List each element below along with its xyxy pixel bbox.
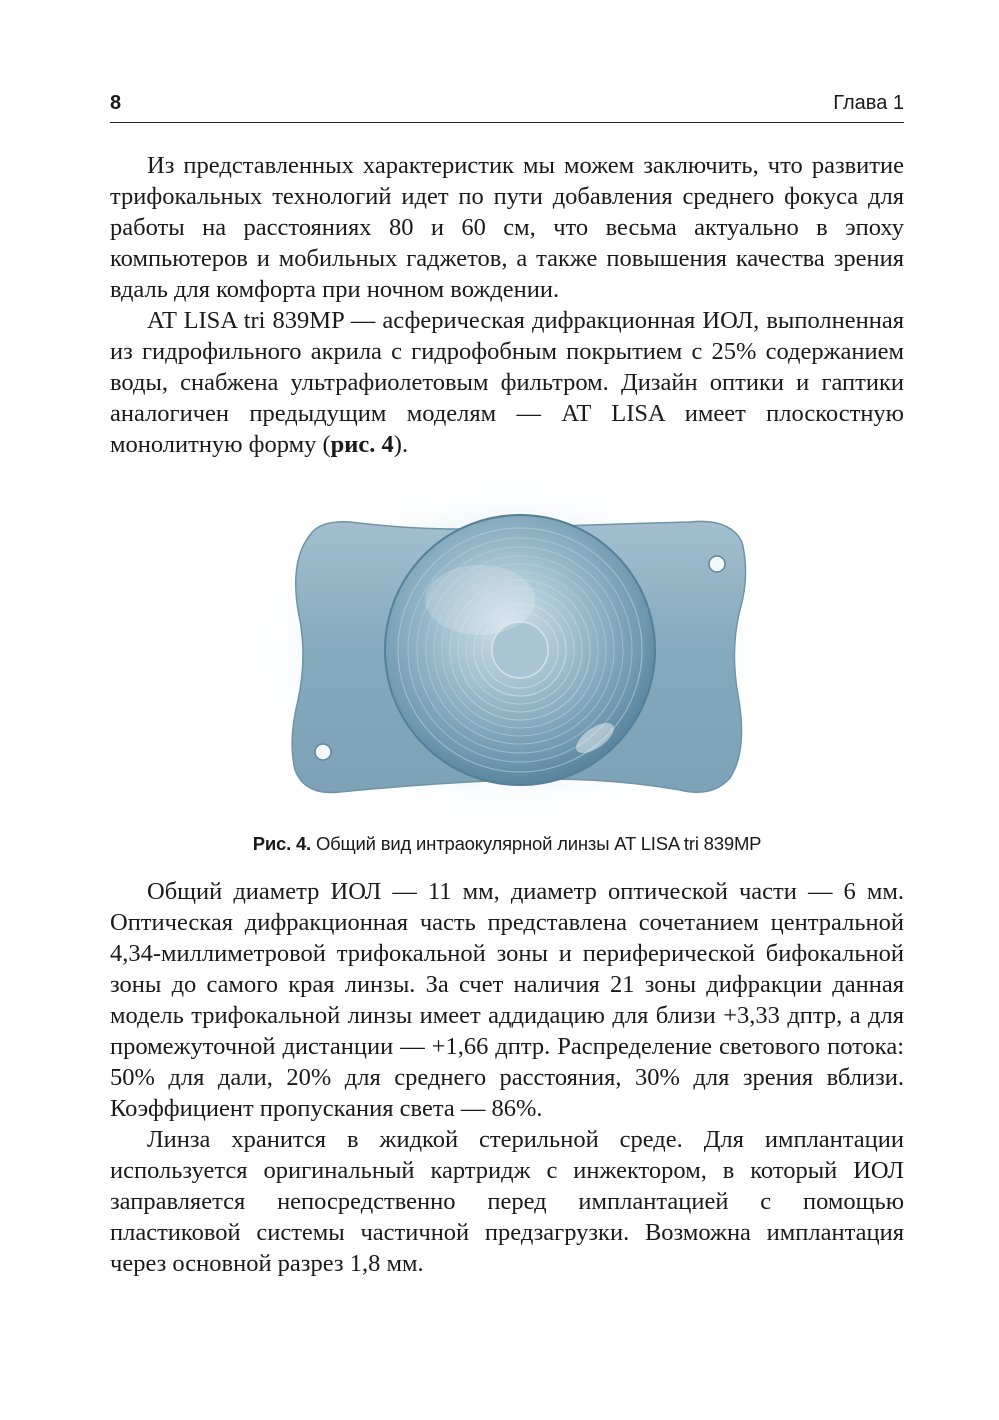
paragraph-lens-end: ). (393, 431, 409, 458)
body-text-bottom (110, 876, 904, 1279)
page-number: 8 (110, 92, 122, 114)
paragraph-lens-description (110, 305, 904, 460)
figure-caption (110, 833, 904, 855)
caption-text: Общий вид интраокулярной линзы AT LISA tri 839MP (311, 833, 762, 854)
body-text-top (110, 150, 904, 460)
lens-optic (385, 515, 655, 785)
paragraph-conclusion: Из представленных характеристик мы можем заключить, что развитие трифокальных технологий идет по пути добавления среднего фокуса для работы на расстояниях 80 и 60 см, что весьма актуально в эпоху компьютеров и мобильных гаджетов, а также повышения качества зрения вдаль для комфорта при ночном вождении. (110, 152, 904, 303)
paragraph-storage-implantation: Линза хранится в жидкой стерильной среде. Для имплантации используется оригинальный картридж с инжектором, в который ИОЛ заправляется непосредственно перед имплантацией с помощью пластиковой системы частичной предзагрузки. Возможна имплантация через основной разрез 1,8 мм. (110, 1126, 904, 1277)
lens-illustration (250, 480, 770, 820)
chapter-label: Глава 1 (833, 92, 904, 114)
haptic-hole-right (709, 556, 725, 572)
paragraph-lens-text: AT LISA tri 839MP — асферическая дифракционная ИОЛ, выполненная из гидрофильного акрила с гидрофобным покрытием с 25% содержанием воды, снабжена ультрафиолетовым фильтром. Дизайн оптики и гаптики аналогичен предыдущим моделям — AT LISA имеет плоскостную монолитную форму ( (110, 307, 904, 458)
page-header (110, 90, 904, 123)
paragraph-specifications: Общий диаметр ИОЛ — 11 мм, диаметр оптической части — 6 мм. Оптическая дифракционная часть представлена сочетанием центральной 4,34-миллиметровой трифокальной зоны и периферической бифокальной зоны до самого края линзы. За счет наличия 21 зоны дифракции данная модель трифокальной линзы имеет аддидацию для близи +3,33 дптр, а для промежуточной дистанции — +1,66 дптр. Распределение светового потока: 50% для дали, 20% для среднего расстояния, 30% для зрения вблизи. Коэффициент пропускания света — 86%. (110, 878, 904, 1122)
figure-reference: рис. 4 (330, 431, 394, 458)
caption-label: Рис. 4. (252, 833, 311, 854)
haptic-hole-left (315, 744, 331, 760)
